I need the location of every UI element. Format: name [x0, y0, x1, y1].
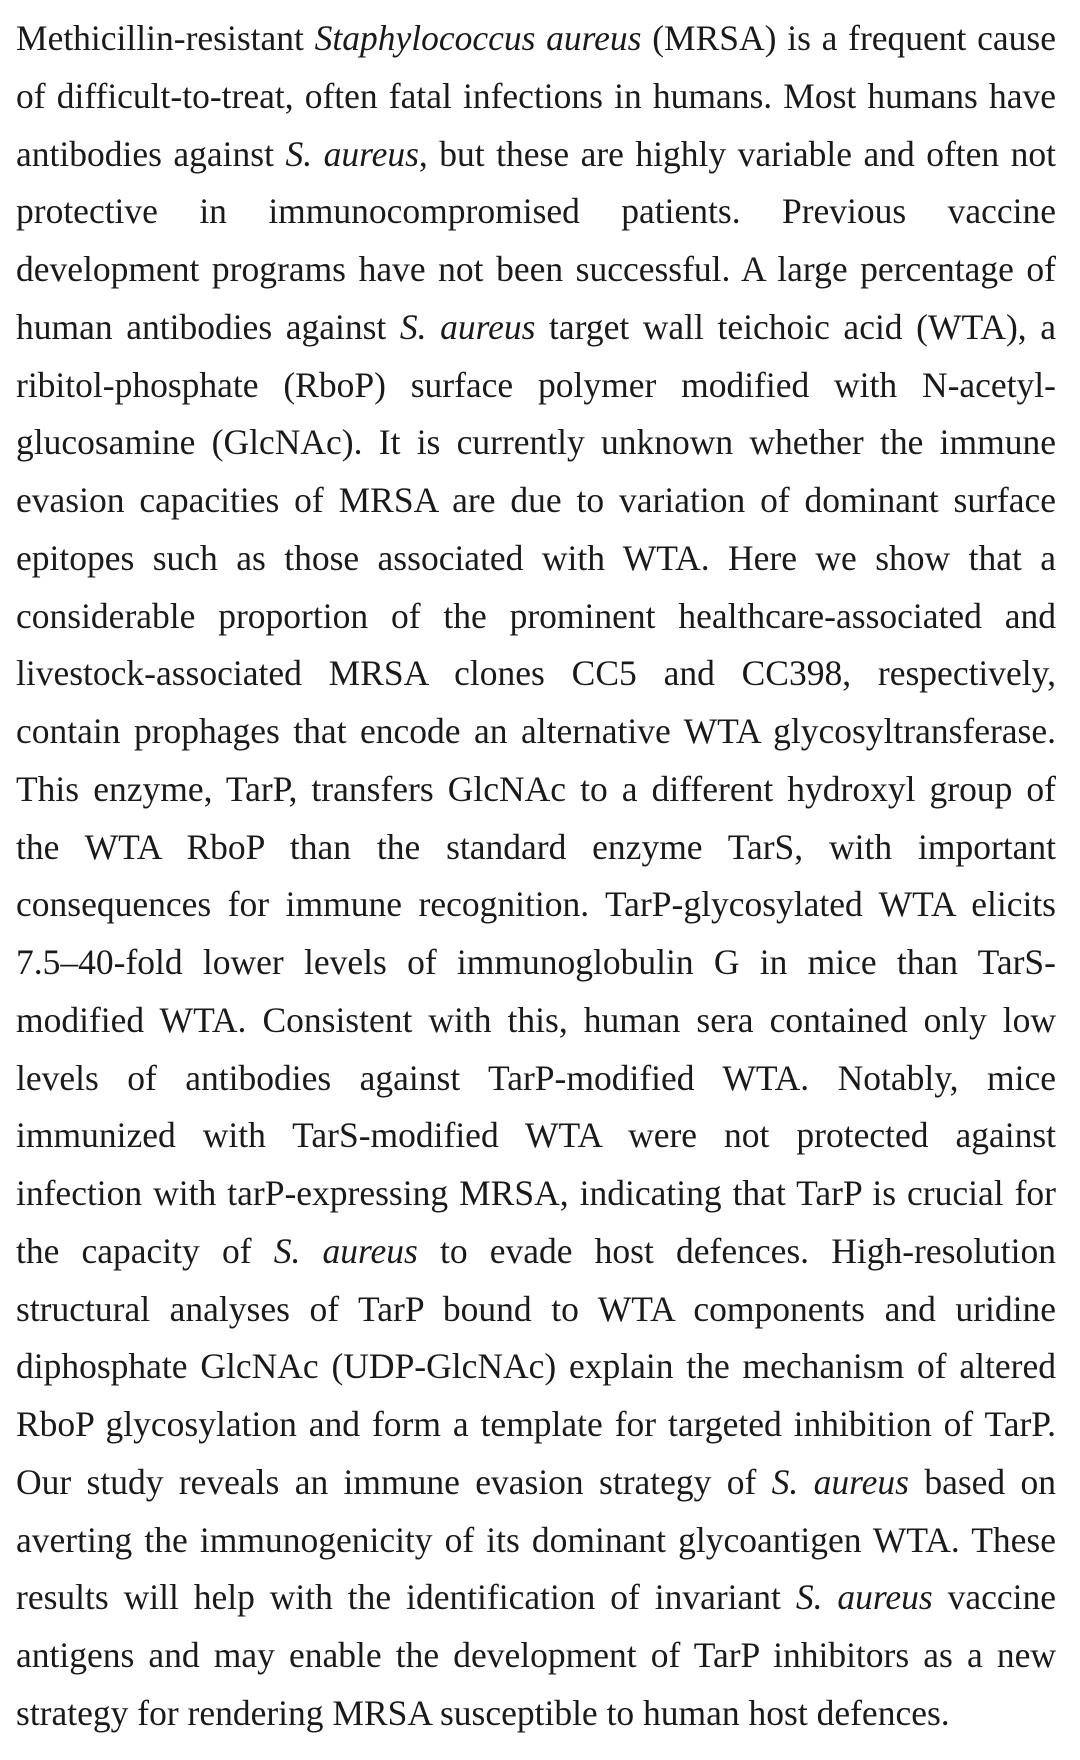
- text-line: [16, 703, 1056, 761]
- text-run: human antibodies against: [16, 306, 400, 347]
- text-run: consequences for immune recognition. TarP-glycosylated WTA elicits: [16, 884, 1056, 925]
- text-line: [16, 1512, 1056, 1570]
- text-line: [16, 992, 1056, 1050]
- text-run: development programs have not been successful. A large percentage of: [16, 249, 1056, 289]
- text-line: [16, 357, 1056, 415]
- text-line: [16, 1569, 1056, 1627]
- text-run: of difficult-to-treat, often fatal infections in humans. Most humans have: [16, 75, 1056, 116]
- text-line: [16, 645, 1056, 703]
- text-run: glucosamine (GlcNAc). It is currently unknown whether the immune: [16, 422, 1056, 463]
- italic-species-name: Staphylococcus aureus: [314, 18, 642, 58]
- text-line: [16, 68, 1056, 126]
- text-run: immunized with TarS-modified WTA were not protected against: [16, 1115, 1056, 1156]
- text-line: [16, 588, 1056, 646]
- text-run: to evade host defences. High-resolution: [417, 1230, 1056, 1271]
- text-line: [16, 1396, 1056, 1454]
- text-run: antibodies against: [16, 133, 286, 174]
- text-line: [16, 819, 1056, 877]
- text-run: ribitol-phosphate (RboP) surface polymer modified with N-acetyl-: [16, 364, 1056, 405]
- text-run: structural analyses of TarP bound to WTA components and uridine: [16, 1288, 1056, 1329]
- text-run: contain prophages that encode an alternative WTA glycosyltransferase.: [16, 711, 1056, 751]
- text-line: [16, 472, 1056, 530]
- text-line: [16, 1107, 1056, 1165]
- text-run: modified WTA. Consistent with this, human sera contained only low: [16, 999, 1056, 1040]
- text-line: [16, 1338, 1056, 1396]
- text-run: levels of antibodies against TarP-modified WTA. Notably, mice: [16, 1057, 1056, 1098]
- text-run: evasion capacities of MRSA are due to variation of dominant surface: [16, 480, 1056, 520]
- text-line: [16, 1454, 1056, 1512]
- italic-species-name: S. aureus: [771, 1461, 909, 1502]
- text-run: target wall teichoic acid (WTA), a: [535, 306, 1057, 347]
- text-run: Our study reveals an immune evasion strategy of: [16, 1461, 772, 1502]
- text-run: based on: [908, 1461, 1056, 1502]
- text-line: [16, 530, 1056, 588]
- text-line: [16, 876, 1056, 934]
- abstract-paragraph: [16, 10, 1056, 1743]
- text-run: vaccine: [932, 1577, 1057, 1618]
- text-line: [16, 1281, 1056, 1339]
- text-line: [16, 1627, 1056, 1685]
- text-run: diphosphate GlcNAc (UDP-GlcNAc) explain the mechanism of altered: [16, 1346, 1056, 1387]
- text-run: RboP glycosylation and form a template for targeted inhibition of TarP.: [16, 1404, 1056, 1444]
- text-line: [16, 126, 1056, 184]
- text-line: [16, 414, 1056, 472]
- text-run: livestock-associated MRSA clones CC5 and CC398, respectively,: [16, 653, 1056, 694]
- italic-species-name: S. aureus: [285, 133, 419, 174]
- text-run: Methicillin-resistant: [16, 18, 315, 58]
- text-run: 7.5–40-fold lower levels of immunoglobulin G in mice than TarS-: [16, 942, 1056, 982]
- text-line: [16, 183, 1056, 241]
- text-run: the capacity of: [16, 1230, 274, 1271]
- text-run: strategy for rendering MRSA susceptible to human host defences.: [16, 1692, 950, 1733]
- italic-species-name: S. aureus: [399, 306, 536, 347]
- text-line: [16, 10, 1056, 68]
- text-line: [16, 1685, 1056, 1743]
- italic-species-name: S. aureus: [273, 1230, 418, 1271]
- text-line: [16, 1165, 1056, 1223]
- text-run: , but these are highly variable and often not: [418, 133, 1056, 174]
- text-run: averting the immunogenicity of its dominant glycoantigen WTA. These: [16, 1519, 1056, 1560]
- text-run: protective in immunocompromised patients. Previous vaccine: [16, 191, 1056, 232]
- text-run: infection with tarP-expressing MRSA, indicating that TarP is crucial for: [16, 1173, 1056, 1213]
- text-line: [16, 1223, 1056, 1281]
- text-run: results will help with the identification of invariant: [16, 1577, 796, 1618]
- text-run: considerable proportion of the prominent healthcare-associated and: [16, 595, 1056, 636]
- text-line: [16, 1050, 1056, 1108]
- text-run: antigens and may enable the development of TarP inhibitors as a new: [16, 1635, 1056, 1675]
- text-run: (MRSA) is a frequent cause: [641, 18, 1056, 58]
- text-line: [16, 241, 1056, 299]
- text-line: [16, 299, 1056, 357]
- text-run: the WTA RboP than the standard enzyme TarS, with important: [16, 826, 1056, 867]
- text-run: This enzyme, TarP, transfers GlcNAc to a different hydroxyl group of: [16, 768, 1056, 809]
- text-run: epitopes such as those associated with WTA. Here we show that a: [16, 537, 1056, 578]
- text-line: [16, 761, 1056, 819]
- text-line: [16, 934, 1056, 992]
- italic-species-name: S. aureus: [795, 1577, 933, 1618]
